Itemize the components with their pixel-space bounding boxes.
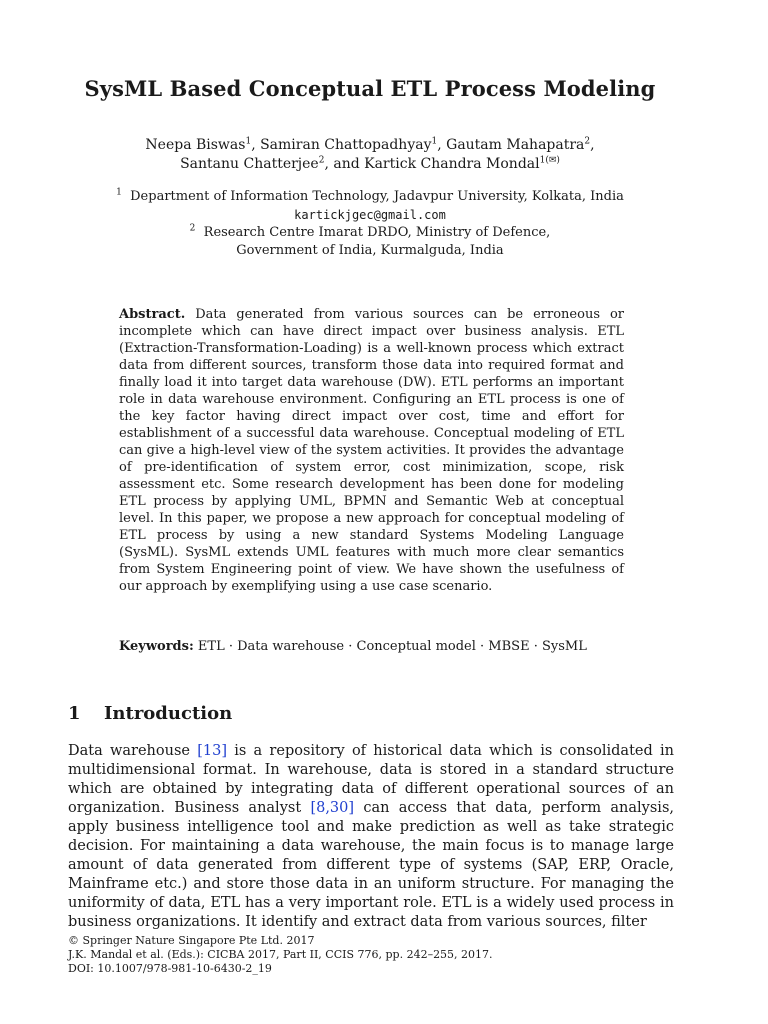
keywords <box>119 638 624 655</box>
body-text: is a repository of historical data which is consolidated in multidimensional format. In warehouse, data is stored in a standard structure which are obtained by integrating data of different operational sources of an organization. Business analyst <box>68 743 674 816</box>
author-email[interactable]: kartickjgec@gmail.com <box>294 208 446 222</box>
author-affiliation-mark: 2 <box>584 136 591 147</box>
author-affiliation-mark: 2 <box>318 155 325 166</box>
section-title: Introduction <box>104 703 233 724</box>
section-number: 1 <box>68 703 81 724</box>
body-text: can access that data, perform analysis, apply business intelligence tool and make prediction as well as take strategic decision. For maintaining a data warehouse, the main focus is to manage large amount of data generated from different type of systems (SAP, ERP, Oracle, Mainframe etc.) and store those data in an uniform structure. For managing the uniformity of data, ETL has a very important role. ETL is a widely used process in business organizations. It identify and extract data from various sources, filter <box>68 800 674 930</box>
citation-link[interactable]: [13] <box>197 743 227 759</box>
affiliation-text: Research Centre Imarat DRDO, Ministry of Defence, <box>203 225 551 240</box>
paper-title: SysML Based Conceptual ETL Process Modeling <box>84 76 656 101</box>
author-affiliation-mark: 1 <box>245 136 252 147</box>
affiliation-1 <box>0 188 740 206</box>
keywords-label: Keywords: <box>119 639 194 654</box>
affiliation-mark: 2 <box>189 223 196 234</box>
author-name: Neepa Biswas <box>145 137 246 153</box>
introduction-paragraph <box>68 742 674 932</box>
author-affiliation-mark: 1 <box>431 136 438 147</box>
author-line-2 <box>0 155 740 174</box>
body-text: Data warehouse <box>68 743 198 759</box>
affiliation-text: Department of Information Technology, Jadavpur University, Kolkata, India <box>130 189 624 204</box>
copyright-footer <box>68 934 674 976</box>
abstract-text: Data generated from various sources can be erroneous or incomplete which can have direct impact over business analysis. ETL (Extraction-Transformation-Loading) is a well-known process which extract data from different sources, transform those data into required format and finally load it into target data warehouse (DW). ETL performs an important role in data warehouse environment. Configuring an ETL process is one of the key factor having direct impact over cost, time and effort for establishment of a successful data warehouse. Conceptual modeling of ETL can give a high-level view of the system activities. It provides the advantage of pre-identification of system error, cost minimization, scope, risk assessment etc. Some research development has been done for modeling ETL process by applying UML, BPMN and Semantic Web at conceptual level. In this paper, we propose a new approach for conceptual modeling of ETL process by using a new standard Systems Modeling Language (SysML). SysML extends UML features with much more clear semantics from System Engineering point of view. We have shown the usefulness of our approach by exemplifying using a use case scenario. <box>119 307 624 594</box>
author-name: , Samiran Chattopadhyay <box>251 137 432 153</box>
affiliations <box>0 188 740 260</box>
section-heading <box>68 703 678 724</box>
affiliation-mark: 1 <box>116 187 122 198</box>
keywords-text: ETL · Data warehouse · Conceptual model · MBSE · SysML <box>197 639 587 654</box>
citation-link[interactable]: [8,30] <box>310 800 355 816</box>
footer-citation: J.K. Mandal et al. (Eds.): CICBA 2017, Part II, CCIS 776, pp. 242–255, 2017. <box>68 948 493 961</box>
footer-copyright: © Springer Nature Singapore Pte Ltd. 2017 <box>68 934 315 947</box>
author-name: , and Kartick Chandra Mondal <box>324 156 540 172</box>
abstract-label: Abstract. <box>119 307 186 322</box>
author-name: Santanu Chatterjee <box>180 156 319 172</box>
corresponding-author-mark: 1(✉) <box>539 155 560 166</box>
author-line-1: Neepa Biswas$^1$, Samiran Chattopadhyay$^1$, Gautam Mahapatra$^2$, <box>145 136 595 153</box>
affiliation-2 <box>0 224 740 242</box>
affiliation-2-line-2: Government of India, Kurmalguda, India <box>236 243 504 258</box>
abstract <box>119 306 624 595</box>
author-name: , Gautam Mahapatra <box>437 137 585 153</box>
footer-doi: DOI: 10.1007/978-981-10-6430-2_19 <box>68 962 272 975</box>
author-list <box>0 136 740 174</box>
